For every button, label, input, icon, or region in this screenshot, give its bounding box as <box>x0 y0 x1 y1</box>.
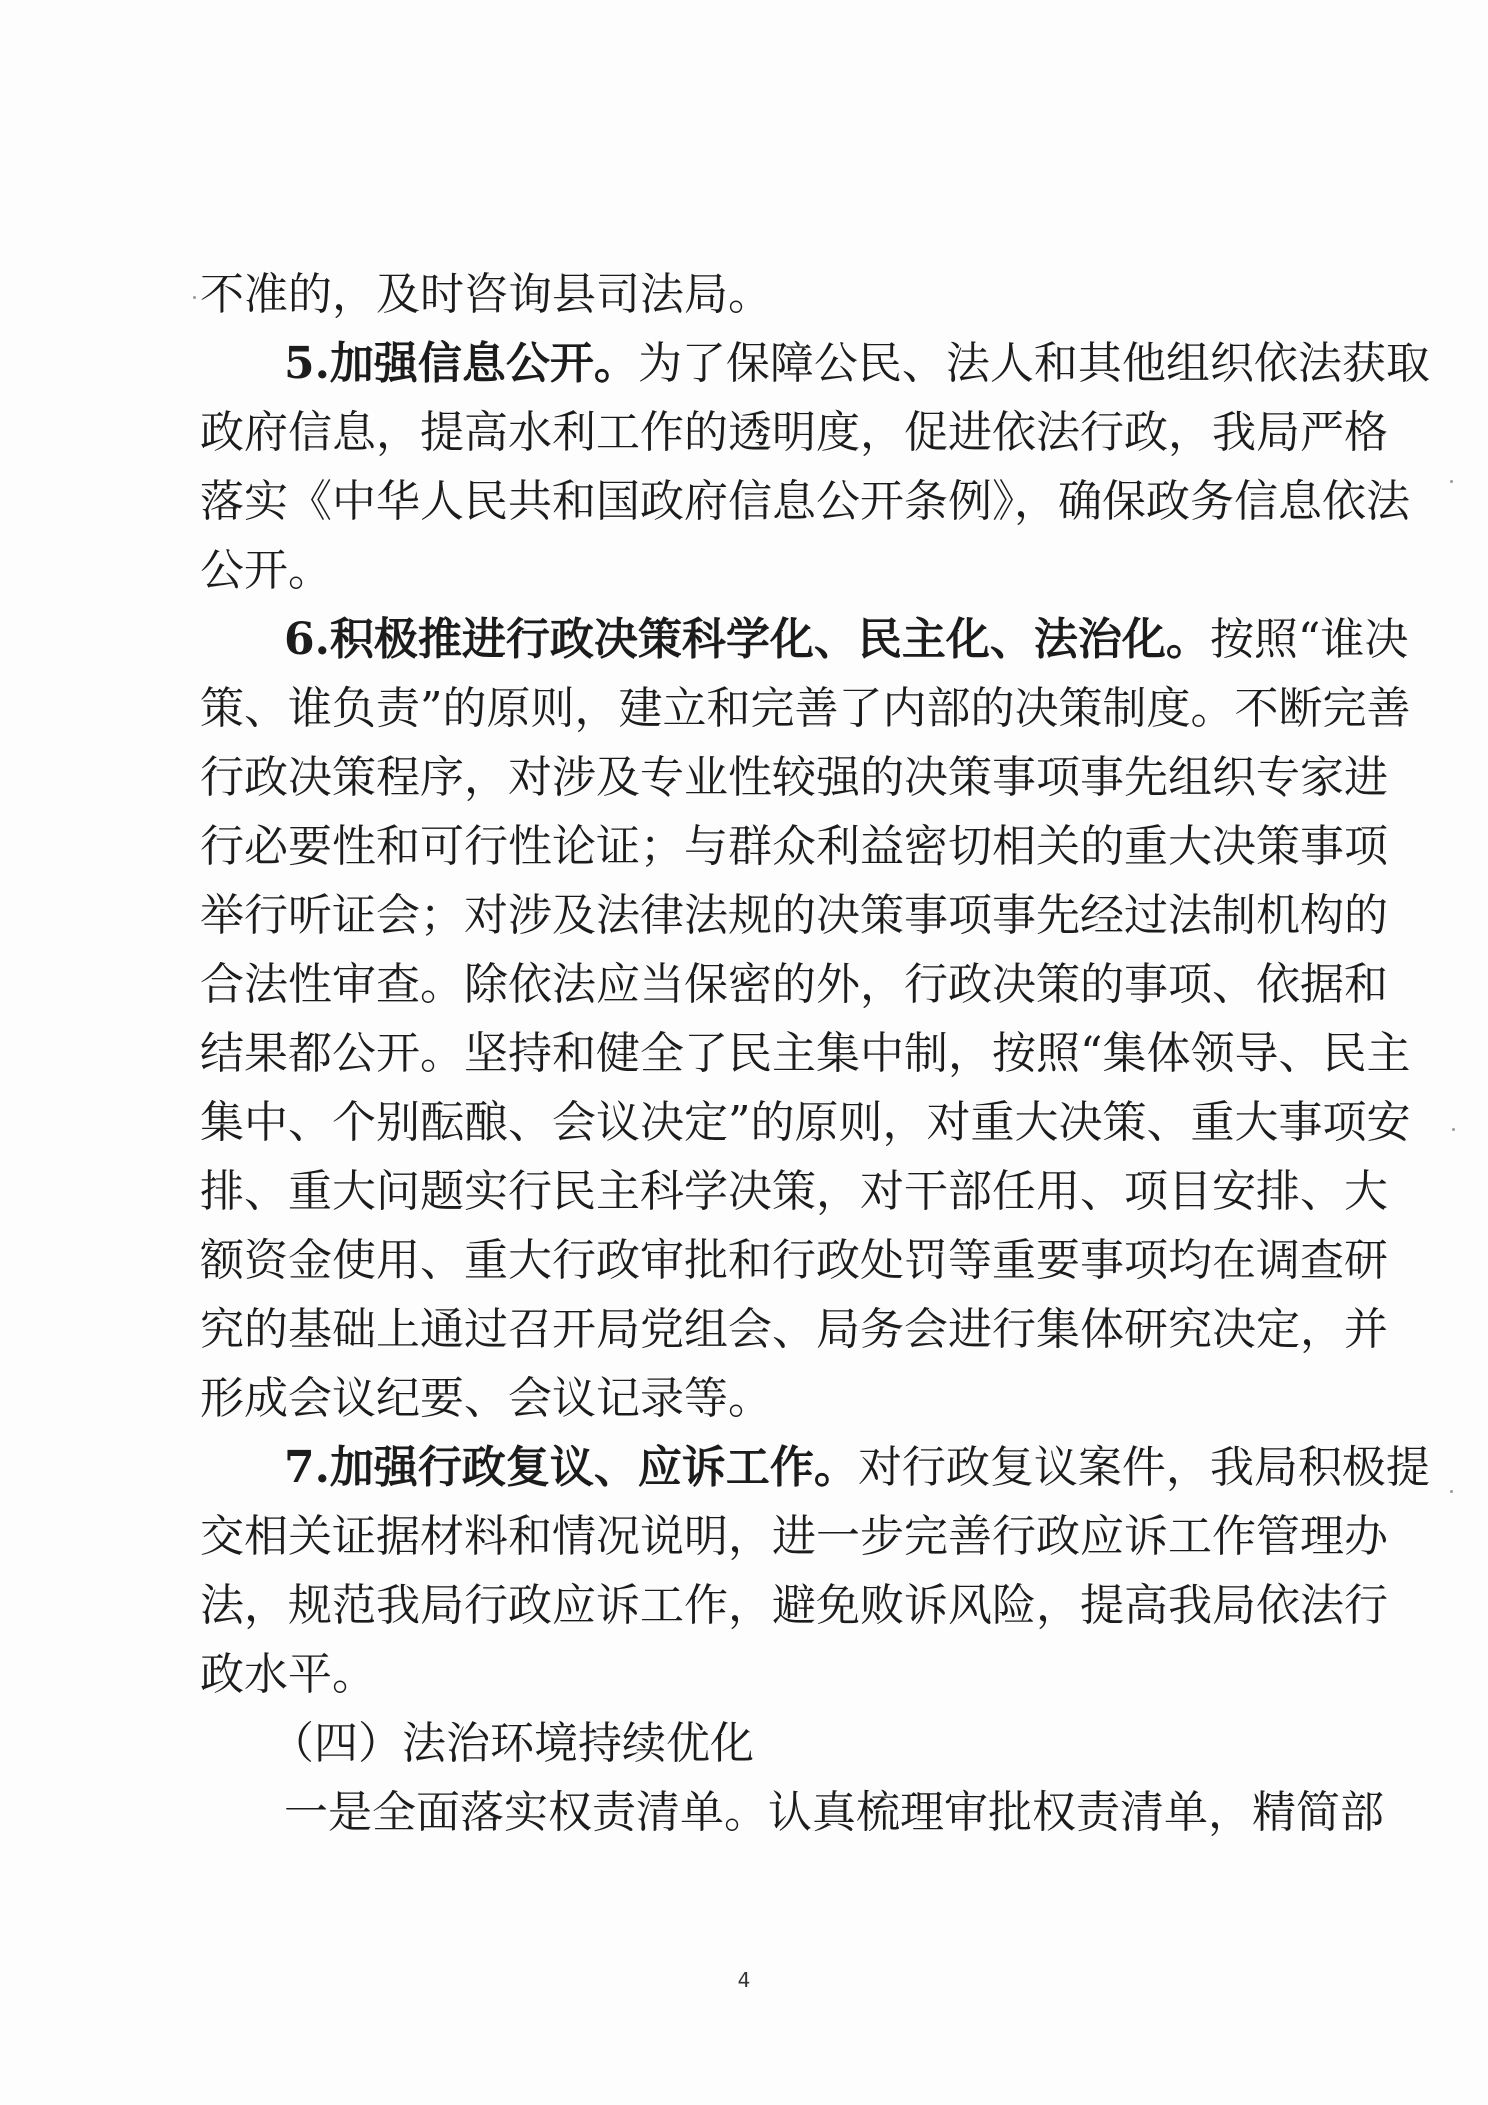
section-5-text: 为了保障公民、法人和其他组织依法获取 <box>637 338 1430 389</box>
paragraph-line: 举行听证会；对涉及法律法规的决策事项事先经过法制机构的 <box>200 890 1388 941</box>
scan-speck <box>1450 480 1453 483</box>
paragraph-line: 一是全面落实权责清单。认真梳理审批权责清单，精简部 <box>284 1787 1384 1838</box>
section-7-text: 对行政复议案件，我局积极提 <box>857 1442 1430 1493</box>
paragraph-line: 交相关证据材料和情况说明，进一步完善行政应诉工作管理办 <box>200 1511 1388 1562</box>
paragraph-line: 公开。 <box>200 545 332 596</box>
section-7-heading-line <box>284 1438 1430 1498</box>
paragraph-line: 合法性审查。除依法应当保密的外，行政决策的事项、依据和 <box>200 959 1388 1010</box>
section-6-heading-line <box>284 610 1409 670</box>
paragraph-line: 政府信息，提高水利工作的透明度，促进依法行政，我局严格 <box>200 407 1388 458</box>
section-5-heading: 5.加强信息公开。 <box>284 338 638 389</box>
page-number: 4 <box>737 1968 751 1992</box>
section-7-heading: 7.加强行政复议、应诉工作。 <box>284 1442 858 1493</box>
scan-speck <box>193 296 196 299</box>
paragraph-line: 集中、个别酝酿、会议决定”的原则，对重大决策、重大事项安 <box>200 1097 1411 1148</box>
section-5-heading-line <box>284 334 1430 394</box>
paragraph-line: 行必要性和可行性论证；与群众利益密切相关的重大决策事项 <box>200 821 1388 872</box>
section-6-heading: 6.积极推进行政决策科学化、民主化、法治化。 <box>284 614 1210 665</box>
paragraph-line: 政水平。 <box>200 1649 376 1700</box>
paragraph-line: 法，规范我局行政应诉工作，避免败诉风险，提高我局依法行 <box>200 1580 1388 1631</box>
paragraph-line: 不准的，及时咨询县司法局。 <box>200 269 772 320</box>
paragraph-line: 落实《中华人民共和国政府信息公开条例》，确保政务信息依法 <box>200 476 1410 527</box>
scan-speck <box>1450 1490 1453 1493</box>
section-6-text: 按照“谁决 <box>1209 614 1409 665</box>
paragraph-line: 额资金使用、重大行政审批和行政处罚等重要事项均在调查研 <box>200 1235 1388 1286</box>
paragraph-line: 究的基础上通过召开局党组会、局务会进行集体研究决定，并 <box>200 1304 1388 1355</box>
scan-speck <box>1452 1128 1455 1131</box>
paragraph-line: 策、谁负责”的原则，建立和完善了内部的决策制度。不断完善 <box>200 683 1411 734</box>
paragraph-line: 排、重大问题实行民主科学决策，对干部任用、项目安排、大 <box>200 1166 1388 1217</box>
paragraph-line: 行政决策程序，对涉及专业性较强的决策事项事先组织专家进 <box>200 752 1388 803</box>
section-4-subheading: （四）法治环境持续优化 <box>270 1718 754 1769</box>
paragraph-line: 形成会议纪要、会议记录等。 <box>200 1373 772 1424</box>
paragraph-line: 结果都公开。坚持和健全了民主集中制，按照“集体领导、民主 <box>200 1028 1411 1079</box>
